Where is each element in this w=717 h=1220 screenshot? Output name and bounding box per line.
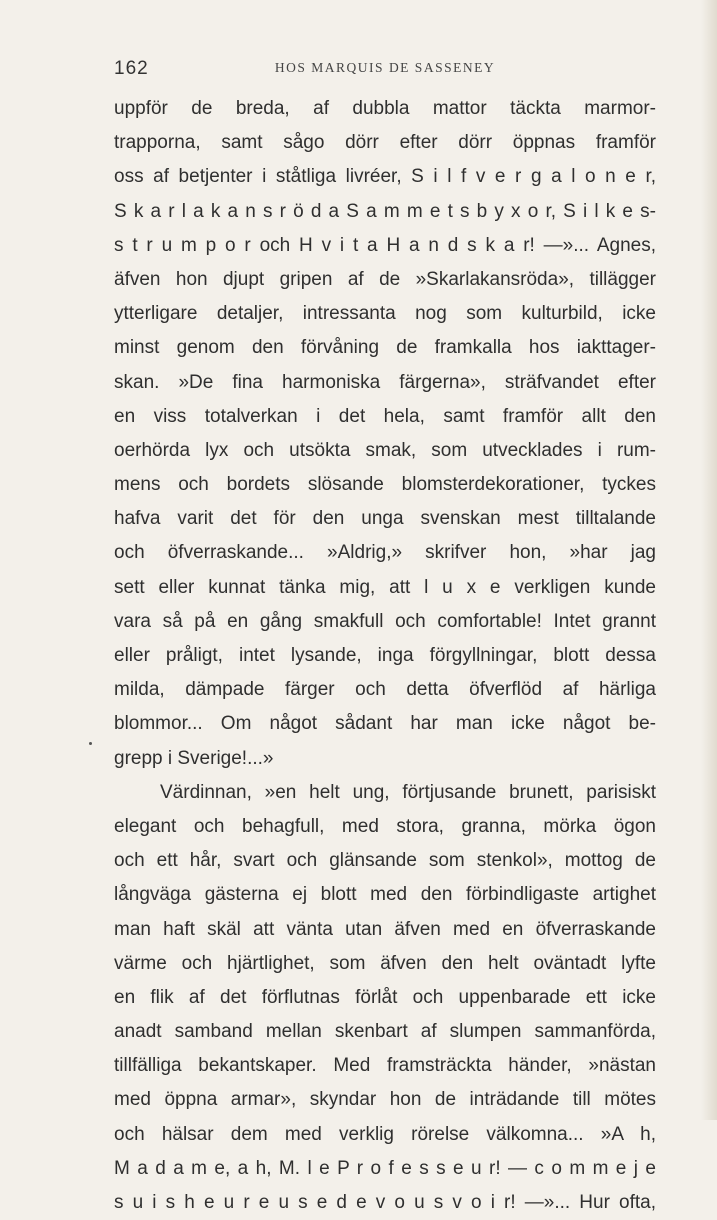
text-line: med öppna armar», skyndar hon de inträdande till mötes bbox=[114, 1089, 656, 1111]
running-head bbox=[114, 58, 656, 80]
text-line: blommor... Om något sådant har man icke något be- bbox=[114, 713, 656, 735]
page-edge-shadow bbox=[701, 0, 717, 1120]
text-line: sett eller kunnat tänka mig, att l u x e verkligen kunde bbox=[114, 576, 656, 598]
page-number: 162 bbox=[114, 58, 149, 79]
text-line: långväga gästerna ej blott med den förbindligaste artighet bbox=[114, 884, 656, 906]
text-line: minst genom den förvåning de framkalla hos iakttager- bbox=[114, 337, 656, 359]
text-line: M a d a m e, a h, M. l e P r o f e s s e u r! — c o m m e j e bbox=[114, 1157, 656, 1179]
running-title: HOS MARQUIS DE SASSENEY bbox=[274, 60, 496, 75]
text-line: en viss totalverkan i det hela, samt framför allt den bbox=[114, 405, 656, 427]
text-line: hafva varit det för den unga svenskan mest tilltalande bbox=[114, 508, 656, 530]
text-line: och hälsar dem med verklig rörelse välkomna... »A h, bbox=[114, 1123, 656, 1145]
text-line: S k a r l a k a n s r ö d a S a m m e t s b y x o r, S i l k e s- bbox=[114, 200, 656, 222]
text-line: och öfverraskande... »Aldrig,» skrifver hon, »har jag bbox=[114, 542, 656, 564]
body-text bbox=[114, 92, 656, 1220]
text-line: Värdinnan, »en helt ung, förtjusande brunett, parisiskt bbox=[160, 781, 656, 803]
text-line: uppför de breda, af dubbla mattor täckta marmor- bbox=[114, 98, 656, 119]
text-line: elegant och behagfull, med stora, granna, mörka ögon bbox=[114, 815, 656, 837]
text-line: värme och hjärtlighet, som äfven den helt oväntadt lyfte bbox=[114, 952, 656, 974]
text-line: äfven hon djupt gripen af de »Skarlakansröda», tillägger bbox=[114, 268, 656, 290]
text-line: oss af betjenter i ståtliga livréer, S i l f v e r g a l o n e r, bbox=[114, 166, 656, 188]
text-line: oerhörda lyx och utsökta smak, som utvecklades i rum- bbox=[114, 439, 656, 461]
text-line: trapporna, samt sågo dörr efter dörr öppnas framför bbox=[114, 132, 656, 154]
text-line: ytterligare detaljer, intressanta nog som kulturbild, icke bbox=[114, 303, 656, 325]
text-line: grepp i Sverige!...» bbox=[114, 747, 274, 769]
text-line: anadt samband mellan skenbart af slumpen sammanförda, bbox=[114, 1021, 656, 1043]
margin-dot bbox=[89, 742, 92, 745]
text-line: man haft skäl att vänta utan äfven med en öfverraskande bbox=[114, 918, 656, 940]
text-line: s t r u m p o r och H v i t a H a n d s k a r! —»... Agnes, bbox=[114, 234, 656, 256]
text-line: och ett hår, svart och glänsande som stenkol», mottog de bbox=[114, 850, 656, 872]
text-line: vara så på en gång smakfull och comfortable! Intet grannt bbox=[114, 610, 656, 632]
text-line: skan. »De fina harmoniska färgerna», sträfvandet efter bbox=[114, 371, 656, 393]
text-line: eller pråligt, intet lysande, inga förgyllningar, blott dessa bbox=[114, 645, 656, 666]
text-line: en flik af det förflutnas förlåt och uppenbarade ett icke bbox=[114, 986, 656, 1008]
text-line: milda, dämpade färger och detta öfverflöd af härliga bbox=[114, 679, 656, 701]
text-line: tillfälliga bekantskaper. Med framsträckta händer, »nästan bbox=[114, 1055, 656, 1077]
text-line: mens och bordets slösande blomsterdekorationer, tyckes bbox=[114, 474, 656, 496]
text-line: s u i s h e u r e u s e d e v o u s v o i r! —»... Hur ofta, bbox=[114, 1192, 656, 1213]
